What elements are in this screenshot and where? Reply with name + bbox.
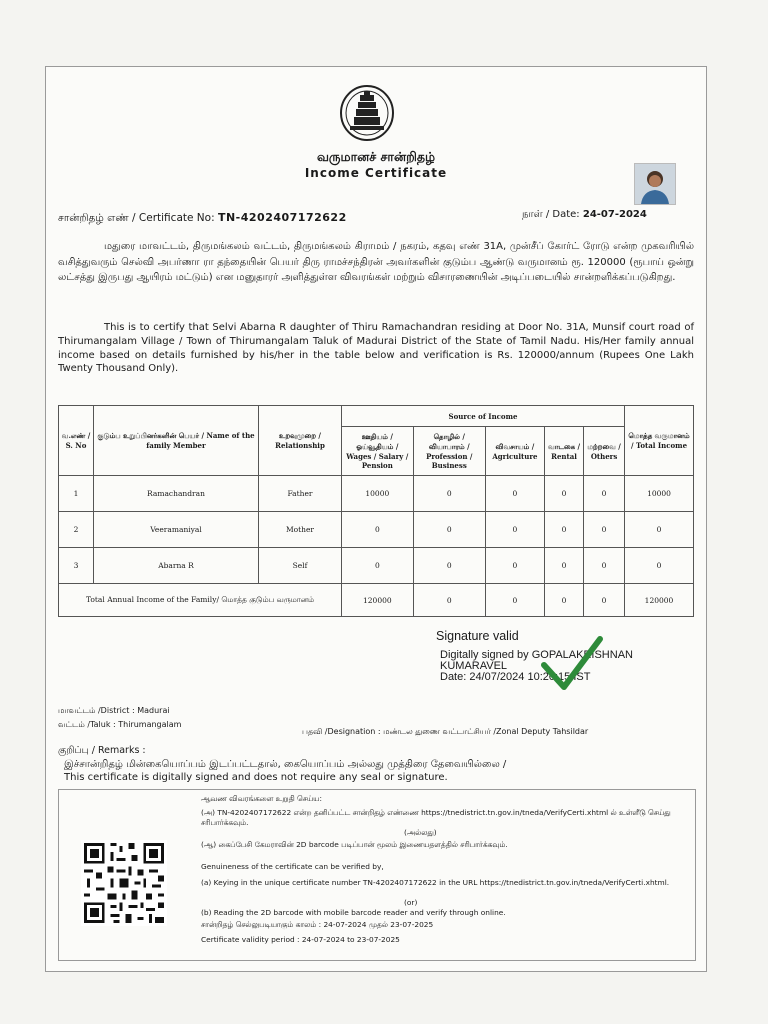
certificate-page [45, 66, 707, 972]
total-rental: 0 [544, 584, 583, 617]
cell-others: 0 [584, 476, 625, 512]
cell-sno: 2 [59, 512, 94, 548]
table-header-row [59, 406, 694, 427]
total-wages: 120000 [342, 584, 414, 617]
total-others: 0 [584, 584, 625, 617]
remarks-label: குறிப்பு / Remarks : [58, 745, 146, 756]
validity-english: Certificate validity period : 24-07-2024 to 23-07-2025 [201, 935, 400, 944]
taluk-line [58, 718, 181, 732]
col-profession: தொழில் / வியாபாரம் / Profession / Business [413, 427, 485, 476]
cell-wages: 0 [342, 548, 414, 584]
cell-profession: 0 [413, 548, 485, 584]
cell-rental: 0 [544, 512, 583, 548]
district-value: Madurai [137, 706, 170, 715]
cell-total: 0 [625, 548, 694, 584]
col-agriculture: விவசாயம் / Agriculture [485, 427, 544, 476]
signature-date: Date: 24/07/2024 10:20:15 IST [440, 671, 591, 683]
qr-code-icon[interactable] [81, 840, 167, 926]
table-row [59, 476, 694, 512]
cell-wages: 0 [342, 512, 414, 548]
verify-option-b-tamil: (ஆ) கைப்பேசி கேமராவின் 2D barcode படிப்பான் மூலம் இணையதளத்தில் சரிபார்க்கவும். [201, 840, 508, 849]
cell-total: 0 [625, 512, 694, 548]
cell-relation: Father [259, 476, 342, 512]
table-row [59, 548, 694, 584]
verify-option-a-english: (a) Keying in the unique certificate number TN-4202407172622 in the URL https://tnedistrict.tn.gov.in/tneda/VerifyCerti.xhtml. [201, 878, 670, 887]
district-label: மாவட்டம் /District : [58, 706, 135, 715]
cell-others: 0 [584, 548, 625, 584]
verify-genuineness: Genuineness of the certificate can be verified by, [201, 862, 384, 871]
date-value: 24-07-2024 [582, 209, 647, 220]
date-label: நாள் / Date: [522, 209, 580, 220]
title-tamil: வருமானச் சான்றிதழ் [316, 149, 436, 164]
table-total-row [59, 584, 694, 617]
tamil-paragraph: மதுரை மாவட்டம், திருமங்கலம் வட்டம், திருமங்கலம் கிராமம் / நகரம், கதவு எண் 31A, முன்சீப் கோர்ட் ரோடு என்ற முகவரியில் வசித்துவரும் செல்வி அபர்ணா ரா தந்தையின் பெயர் திரு ராமச்சந்திரன் அவர்களின் குடும்ப ஆண்டு வருமானம் ரூ. 120000 (ரூபாய் ஒன்று லட்சத்து இருபது ஆயிரம் மட்டும்) என மனுதாரர் அளித்துள்ள விவரங்கள் மற்றும் விசாரணையின் அடிப்படையில் சான்றளிக்கப்படுகிறது. [58, 241, 694, 283]
col-rental: வாடகை / Rental [544, 427, 583, 476]
source-of-income-header: Source of Income [342, 406, 625, 427]
cell-profession: 0 [413, 476, 485, 512]
cell-rental: 0 [544, 548, 583, 584]
col-total: மொத்த வருமானம் / Total Income [625, 406, 694, 476]
certificate-date [522, 209, 647, 221]
cell-others: 0 [584, 512, 625, 548]
cell-profession: 0 [413, 512, 485, 548]
verify-option-b-english: (b) Reading the 2D barcode with mobile barcode reader and verify through online. [201, 908, 506, 917]
cell-total: 10000 [625, 476, 694, 512]
col-name: குடும்ப உறுப்பினர்களின் பெயர் / Name of the family Member [94, 406, 259, 476]
title-english: Income Certificate [304, 166, 448, 180]
office-location [58, 704, 181, 732]
table-row [59, 512, 694, 548]
applicant-photo [634, 163, 676, 205]
cell-sno: 3 [59, 548, 94, 584]
district-line [58, 704, 181, 718]
english-paragraph: This is to certify that Selvi Abarna R daughter of Thiru Ramachandran residing at Door No. 31A, Munsif court road of Thirumangalam Village / Town of Thirumangalam Taluk of Madurai District of the State of Tamil Nadu. His/Her family annual income based on details furnished by his/her in the table below and verification is Rs. 120000/annum (Rupees One Lakh Twenty Thousand Only). [58, 322, 694, 375]
certificate-number [58, 211, 347, 225]
col-relationship: உறவுமுறை / Relationship [259, 406, 342, 476]
cell-relation: Self [259, 548, 342, 584]
government-emblem-icon [338, 83, 396, 145]
verification-footer [58, 789, 696, 961]
cell-agriculture: 0 [485, 512, 544, 548]
verify-or-english: (or) [404, 898, 418, 907]
cell-name: Veeramaniyal [94, 512, 259, 548]
cell-agriculture: 0 [485, 548, 544, 584]
total-agriculture: 0 [485, 584, 544, 617]
remarks-tamil: இச்சான்றிதழ் மின்கையொப்பம் இடப்பட்டதால், கையொப்பம் அல்லது முத்திரை தேவையில்லை / [64, 759, 507, 770]
col-sno: வ.எண் / S. No [59, 406, 94, 476]
remarks-english: This certificate is digitally signed and does not require any seal or signature. [64, 772, 448, 783]
verify-option-a-tamil: (அ) TN-4202407172622 என்ற தனிப்பட்ட சான்றிதழ் எண்ணை https://tnedistrict.tn.gov.in/tneda/VerifyCerti.xhtml ல் உள்ளீடு செய்து சரிபார்க்கவும். [201, 808, 671, 827]
cell-relation: Mother [259, 512, 342, 548]
taluk-value: Thirumangalam [118, 720, 182, 729]
officer-designation: பதவி /Designation : மண்டல துணை வட்டாட்சியர் /Zonal Deputy Tahsildar [302, 727, 589, 736]
total-label: Total Annual Income of the Family/ மொத்த குடும்ப வருமானம் [59, 584, 342, 617]
verify-or-tamil: (அல்லது) [404, 828, 437, 837]
income-table [58, 405, 694, 617]
total-income: 120000 [625, 584, 694, 617]
person-photo-icon [635, 164, 675, 204]
cell-name: Abarna R [94, 548, 259, 584]
signature-status: Signature valid [436, 629, 519, 643]
cell-rental: 0 [544, 476, 583, 512]
col-wages: ஊதியம் / ஓய்வூதியம் / Wages / Salary / Pension [342, 427, 414, 476]
signature-signer: Digitally signed by GOPALAKRISHNAN [440, 649, 633, 661]
certificate-number-label: சான்றிதழ் எண் / Certificate No: [58, 212, 215, 224]
signature-valid-check-icon [538, 633, 606, 693]
cell-name: Ramachandran [94, 476, 259, 512]
signature-signer-surname: KUMARAVEL [440, 660, 508, 672]
col-others: மற்றவை / Others [584, 427, 625, 476]
certificate-number-value: TN-4202407172622 [217, 211, 347, 224]
cell-wages: 10000 [342, 476, 414, 512]
verify-heading: ஆவண விவரங்களை உறுதி செய்ய: [201, 794, 322, 803]
cell-agriculture: 0 [485, 476, 544, 512]
total-profession: 0 [413, 584, 485, 617]
cell-sno: 1 [59, 476, 94, 512]
taluk-label: வட்டம் /Taluk : [58, 720, 116, 729]
validity-tamil: சான்றிதழ் செல்லுபடியாகும் காலம் : 24-07-2024 முதல் 23-07-2025 [201, 920, 434, 929]
